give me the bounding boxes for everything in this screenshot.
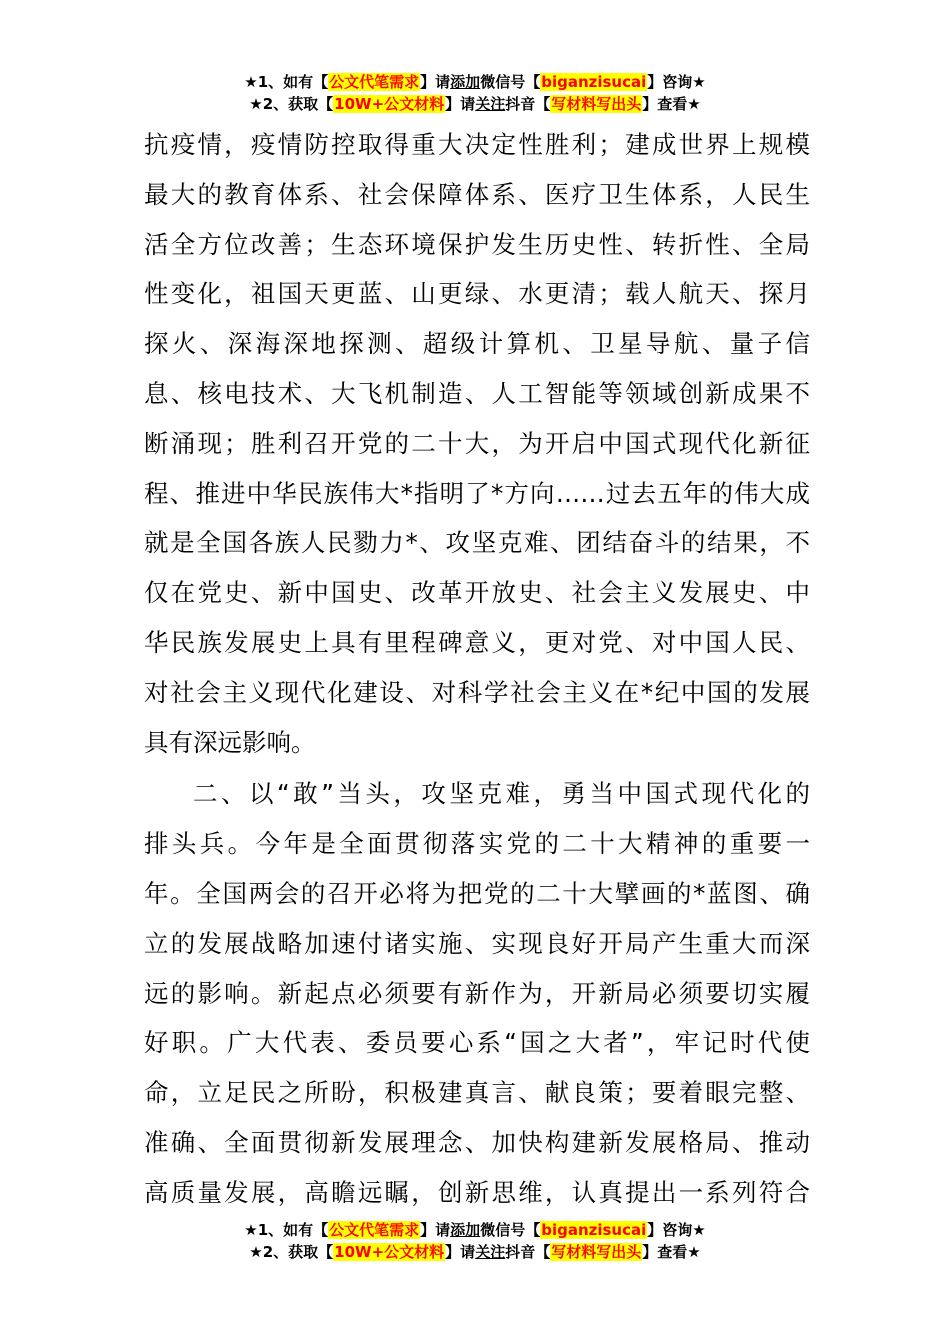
star-icon: ★	[249, 95, 263, 113]
text-line: 程、推进中华民族伟大*指明了*方向……过去五年的伟大成	[144, 478, 810, 508]
text-line: 命，立足民之所盼，积极建真言、献良策；要着眼完整、	[144, 1078, 810, 1108]
text-line: 仅在党史、新中国史、改革开放史、社会主义发展史、中	[144, 578, 810, 608]
text-line: 抗疫情，疫情防控取得重大决定性胜利；建成世界上规模	[144, 130, 810, 159]
text-line: 就是全国各族人民勠力*、攻坚克难、团结奋斗的结果，不	[144, 528, 810, 558]
highlight-materials: 10W+公文材料	[334, 1243, 445, 1261]
promo-text: 】咨询	[647, 73, 693, 91]
text-line: 高质量发展，高瞻远瞩，创新思维，认真提出一系列符合	[144, 1177, 810, 1207]
text-line: 二、以“敢”当头，攻坚克难，勇当中国式现代化的	[193, 779, 810, 809]
highlight-wechat-id: biganzisucai	[541, 73, 647, 91]
promo-text: 抖音【	[505, 95, 551, 113]
promo-emphasis: 添加	[450, 73, 481, 91]
header-promo-banner	[0, 72, 950, 116]
promo-text: 2、获取【	[262, 1243, 334, 1261]
text-line: 远的影响。新起点必须要有新作为，开新局必须要切实履	[144, 978, 810, 1008]
highlight-douyin-account: 写材料写出头	[551, 1243, 642, 1261]
promo-text: 】请	[445, 95, 476, 113]
document-body	[144, 120, 810, 1218]
text-line: 性变化，祖国天更蓝、山更绿、水更清；载人航天、探月	[144, 279, 810, 309]
promo-text: 】请	[445, 1243, 476, 1261]
paragraph-1	[144, 120, 810, 767]
promo-line-2	[0, 94, 950, 116]
promo-text: 2、获取【	[262, 95, 334, 113]
text-line: 华民族发展史上具有里程碑意义，更对党、对中国人民、	[144, 627, 810, 657]
promo-text: 抖音【	[505, 1243, 551, 1261]
text-line: 活全方位改善；生态环境保护发生历史性、转折性、全局	[144, 229, 810, 259]
star-icon: ★	[244, 1221, 258, 1239]
promo-line-2	[0, 1242, 950, 1264]
text-line: 准确、全面贯彻新发展理念、加快构建新发展格局、推动	[144, 1127, 810, 1157]
star-icon: ★	[692, 73, 706, 91]
text-line: 探火、深海深地探测、超级计算机、卫星导航、量子信	[144, 329, 810, 359]
highlight-service: 公文代笔需求	[329, 73, 420, 91]
promo-line-1	[0, 1220, 950, 1242]
text-line: 最大的教育体系、社会保障体系、医疗卫生体系，人民生	[144, 179, 810, 209]
star-icon: ★	[244, 73, 258, 91]
text-line: 排头兵。今年是全面贯彻落实党的二十大精神的重要一	[144, 829, 810, 859]
promo-text: 1、如有【	[257, 1221, 329, 1239]
footer-promo-banner	[0, 1220, 950, 1264]
highlight-wechat-id: biganzisucai	[541, 1221, 647, 1239]
promo-emphasis: 添加	[450, 1221, 481, 1239]
star-icon: ★	[249, 1243, 263, 1261]
promo-line-1	[0, 72, 950, 94]
text-line: 断涌现；胜利召开党的二十大，为开启中国式现代化新征	[144, 428, 810, 458]
star-icon: ★	[687, 95, 701, 113]
promo-emphasis: 关注	[475, 95, 506, 113]
promo-text: 】咨询	[647, 1221, 693, 1239]
promo-text: 微信号【	[480, 73, 541, 91]
highlight-service: 公文代笔需求	[329, 1221, 420, 1239]
promo-emphasis: 关注	[475, 1243, 506, 1261]
paragraph-2	[144, 769, 810, 1217]
promo-text: 1、如有【	[257, 73, 329, 91]
promo-text: 】请	[420, 73, 451, 91]
promo-text: 】请	[420, 1221, 451, 1239]
text-line: 息、核电技术、大飞机制造、人工智能等领域创新成果不	[144, 378, 810, 408]
text-line: 年。全国两会的召开必将为把党的二十大擘画的*蓝图、确	[144, 878, 810, 908]
promo-text: 】查看	[642, 95, 688, 113]
star-icon: ★	[687, 1243, 701, 1261]
highlight-douyin-account: 写材料写出头	[551, 95, 642, 113]
promo-text: 微信号【	[480, 1221, 541, 1239]
text-line: 对社会主义现代化建设、对科学社会主义在*纪中国的发展	[144, 677, 810, 707]
star-icon: ★	[692, 1221, 706, 1239]
text-line: 好职。广大代表、委员要心系“国之大者”，牢记时代使	[144, 1028, 810, 1058]
highlight-materials: 10W+公文材料	[334, 95, 445, 113]
text-line: 立的发展战略加速付诸实施、实现良好开局产生重大而深	[144, 928, 810, 958]
text-line: 具有深远影响。	[144, 727, 316, 757]
promo-text: 】查看	[642, 1243, 688, 1261]
